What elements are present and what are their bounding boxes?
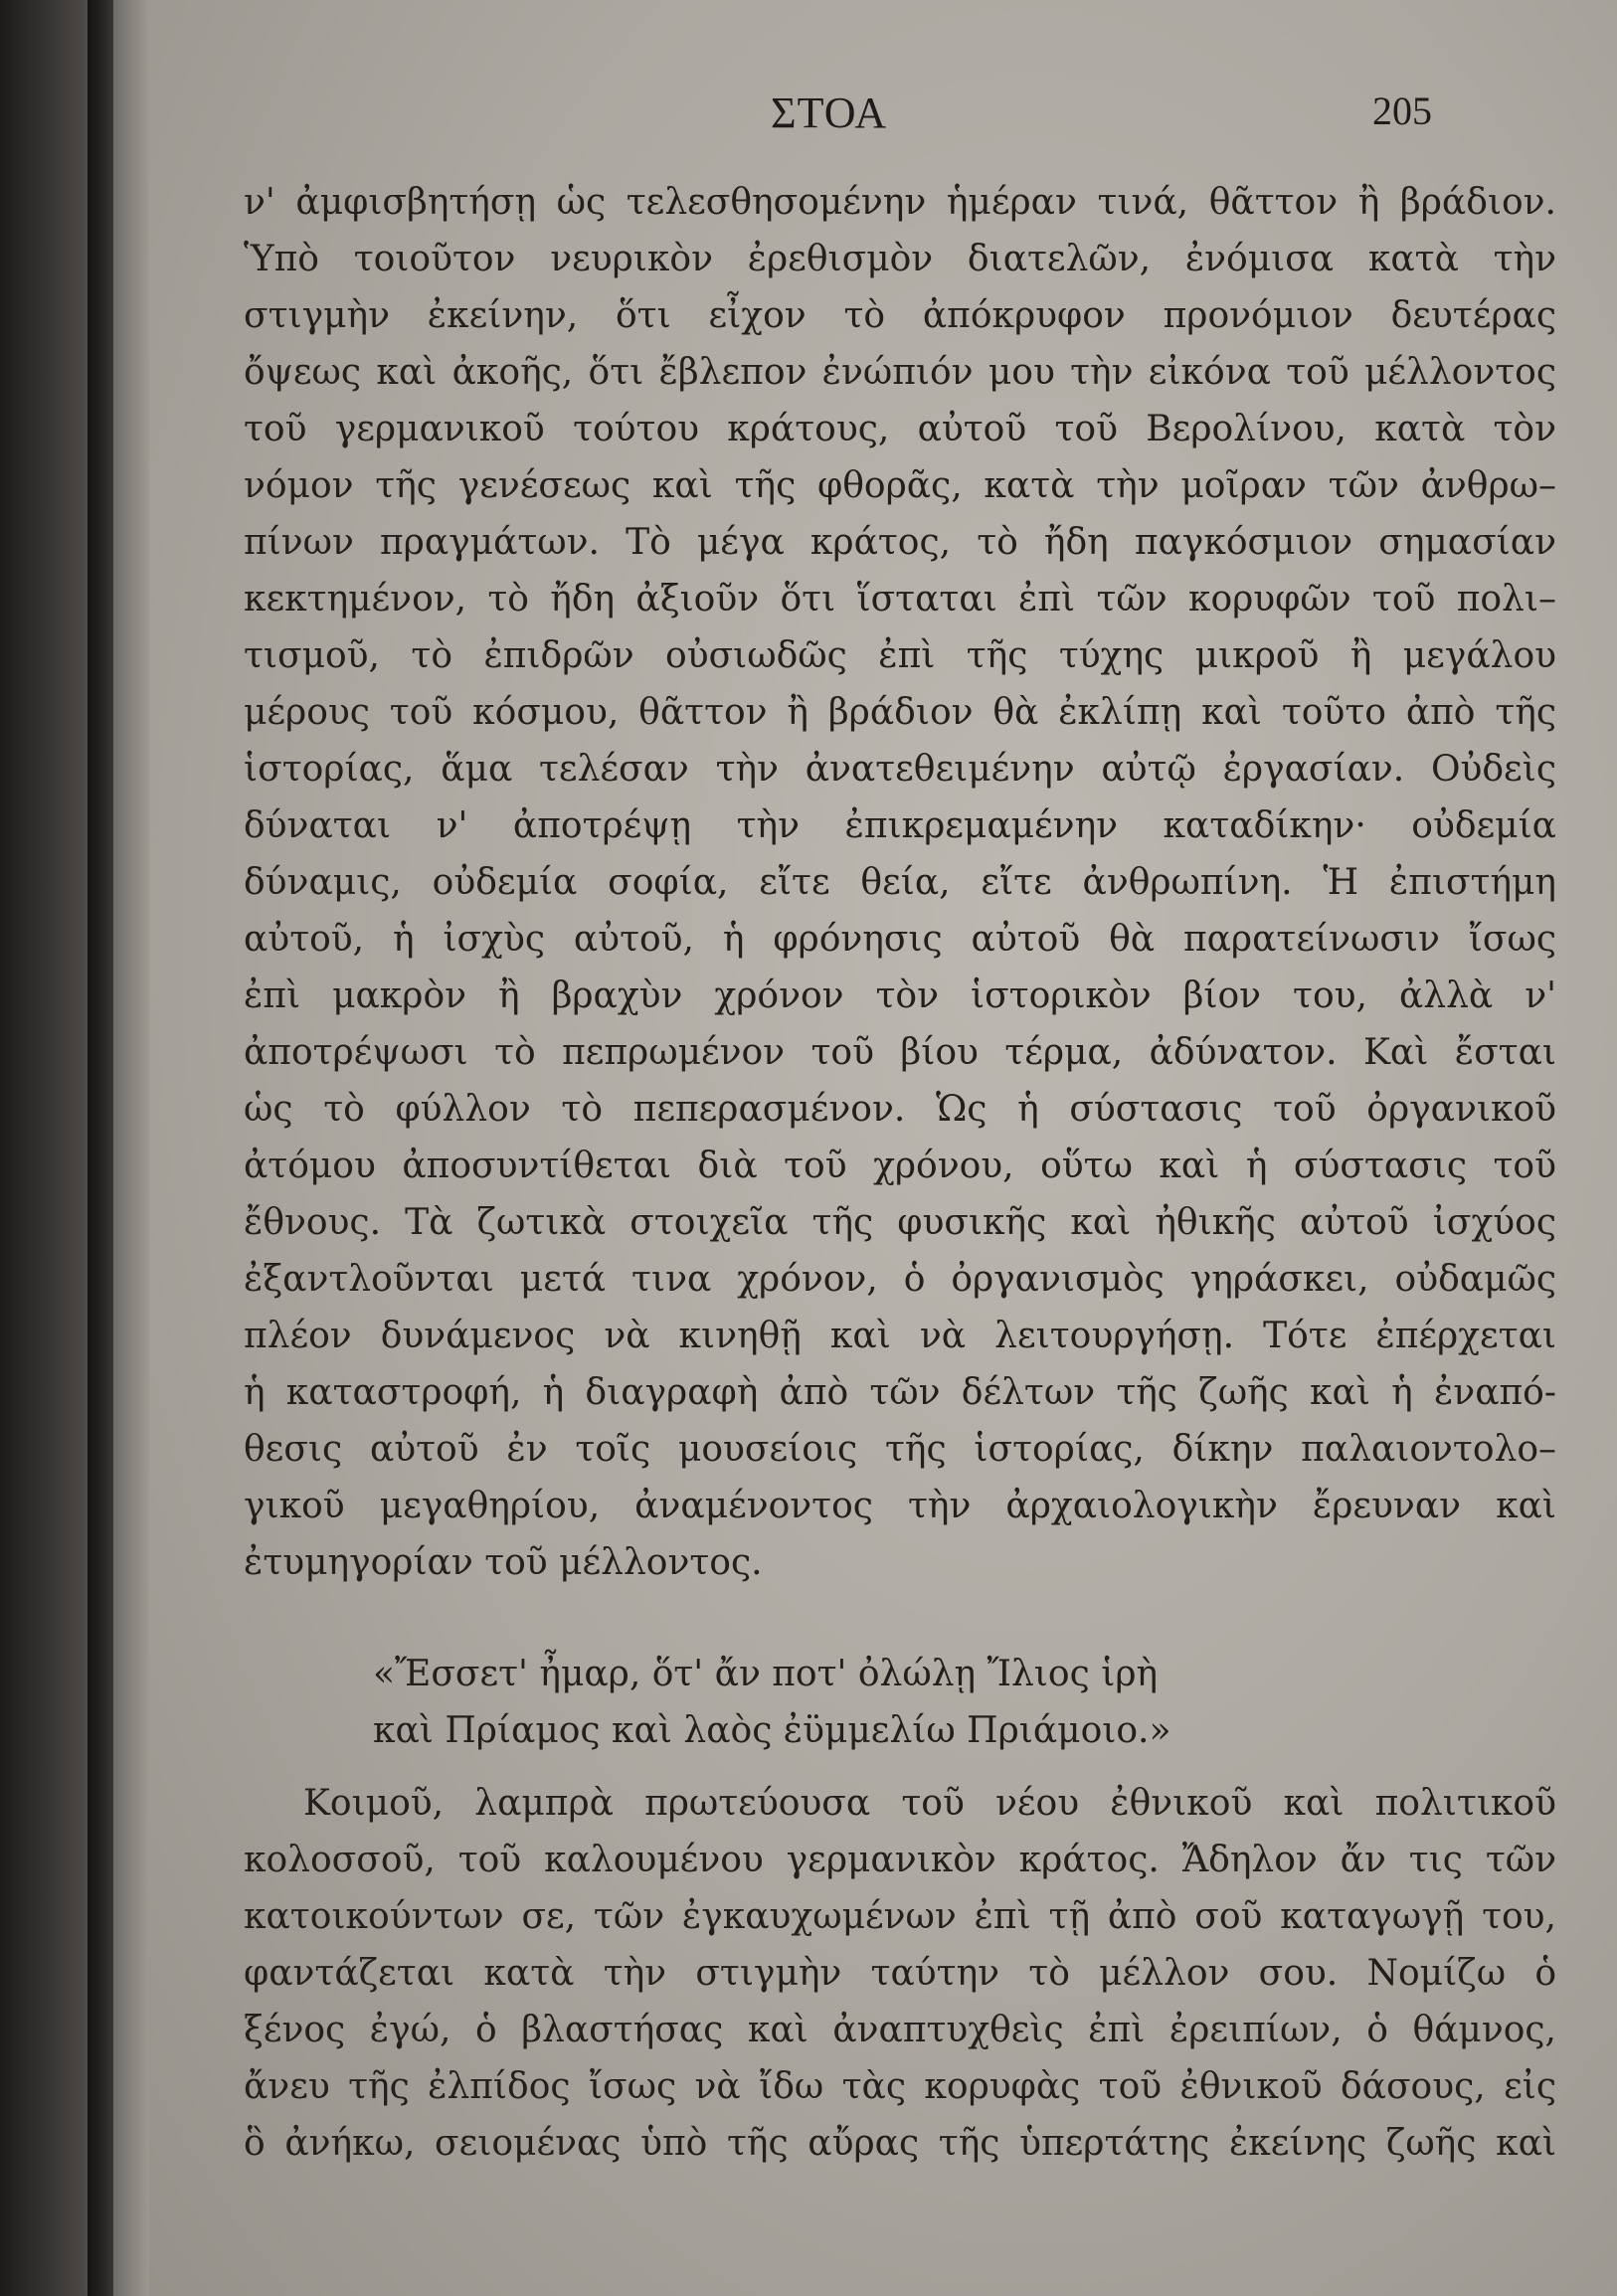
- verse-quote: [373, 1646, 1387, 1759]
- text-line: Κοιμοῦ, λαμπρὰ πρωτεύουσα τοῦ νέου ἐθνικοῦ καὶ πολιτικοῦ: [303, 1783, 1556, 1824]
- running-head: [149, 88, 1617, 147]
- text-line: κολοσσοῦ, τοῦ καλουμένου γερμανικὸν κράτος. Ἄδηλον ἄν τις τῶν: [244, 1840, 1556, 1880]
- text-line: νόμον τῆς γενέσεως καὶ τῆς φθορᾶς, κατὰ τὴν μοῖραν τῶν ἀνθρω–: [244, 465, 1556, 506]
- text-line: κεκτημένον, τὸ ἤδη ἀξιοῦν ὅτι ἵσταται ἐπὶ τῶν κορυφῶν τοῦ πολι–: [244, 579, 1556, 619]
- text-line: ὡς τὸ φύλλον τὸ πεπερασμένον. Ὡς ἡ σύστασις τοῦ ὀργανικοῦ: [244, 1089, 1556, 1130]
- text-line: ἐπὶ μακρὸν ἢ βραχὺν χρόνον τὸν ἱστορικὸν βίον του, ἀλλὰ ν': [244, 975, 1556, 1016]
- text-line: ἱστορίας, ἅμα τελέσαν τὴν ἀνατεθειμένην αὐτῷ ἐργασίαν. Οὐδεὶς: [244, 749, 1556, 790]
- text-line: πίνων πραγμάτων. Τὸ μέγα κράτος, τὸ ἤδη παγκόσμιον σημασίαν: [244, 522, 1556, 563]
- book-page: [149, 0, 1617, 2296]
- text-line: ξένος ἐγώ, ὁ βλαστήσας καὶ ἀναπτυχθεὶς ἐπὶ ἐρειπίων, ὁ θάμνος,: [244, 2010, 1556, 2050]
- text-line: μέρους τοῦ κόσμου, θᾶττον ἢ βράδιον θὰ ἐκλίπῃ καὶ τοῦτο ἀπὸ τῆς: [244, 692, 1556, 733]
- text-line: στιγμὴν ἐκείνην, ὅτι εἶχον τὸ ἀπόκρυφον προνόμιον δευτέρας: [244, 295, 1556, 336]
- page-title: ΣΤΟΑ: [771, 88, 888, 137]
- text-line: ἄνευ τῆς ἐλπίδος ἴσως νὰ ἴδω τὰς κορυφὰς τοῦ ἐθνικοῦ δάσους, εἰς: [244, 2066, 1556, 2107]
- text-line: τισμοῦ, τὸ ἐπιδρῶν οὐσιωδῶς ἐπὶ τῆς τύχης μικροῦ ἢ μεγάλου: [244, 635, 1556, 676]
- text-line: ἔθνους. Τὰ ζωτικὰ στοιχεῖα τῆς φυσικῆς καὶ ἠθικῆς αὐτοῦ ἰσχύος: [244, 1202, 1556, 1243]
- text-line: δύναται ν' ἀποτρέψῃ τὴν ἐπικρεμαμένην καταδίκην· οὐδεμία: [244, 805, 1556, 846]
- paragraph-1: [244, 174, 1556, 1591]
- text-line: γικοῦ μεγαθηρίου, ἀναμένοντος τὴν ἀρχαιολογικὴν ἔρευναν καὶ: [244, 1486, 1556, 1526]
- paragraph-2: [244, 1775, 1556, 2172]
- text-line: αὐτοῦ, ἡ ἰσχὺς αὐτοῦ, ἡ φρόνησις αὐτοῦ θὰ παρατείνωσιν ἴσως: [244, 919, 1556, 960]
- text-line: φαντάζεται κατὰ τὴν στιγμὴν ταύτην τὸ μέλλον σου. Νομίζω ὁ: [244, 1953, 1556, 1994]
- text-line: Ὑπὸ τοιοῦτον νευρικὸν ἐρεθισμὸν διατελῶν, ἐνόμισα κατὰ τὴν: [244, 239, 1556, 279]
- book-spine: [0, 0, 149, 2296]
- text-line: ὄψεως καὶ ἀκοῆς, ὅτι ἔβλεπον ἐνώπιόν μου τὴν εἰκόνα τοῦ μέλλοντος: [244, 352, 1556, 393]
- text-line: ἐξαντλοῦνται μετά τινα χρόνον, ὁ ὀργανισμὸς γηράσκει, οὐδαμῶς: [244, 1259, 1556, 1300]
- text-line: ἐτυμηγορίαν τοῦ μέλλοντος.: [244, 1542, 763, 1583]
- text-line: θεσις αὐτοῦ ἐν τοῖς μουσείοις τῆς ἱστορίας, δίκην παλαιοντολο–: [244, 1429, 1556, 1470]
- text-line: κατοικούντων σε, τῶν ἐγκαυχωμένων ἐπὶ τῇ ἀπὸ σοῦ καταγωγῇ του,: [244, 1896, 1556, 1937]
- text-line: δύναμις, οὐδεμία σοφία, εἴτε θεία, εἴτε ἀνθρωπίνη. Ἡ ἐπιστήμη: [244, 862, 1556, 903]
- text-line: ὃ ἀνήκω, σειομένας ὑπὸ τῆς αὔρας τῆς ὑπερτάτης ἐκείνης ζωῆς καὶ: [244, 2123, 1556, 2164]
- text-line: πλέον δυνάμενος νὰ κινηθῇ καὶ νὰ λειτουργήσῃ. Τότε ἐπέρχεται: [244, 1316, 1556, 1356]
- gutter-shadow: [88, 0, 113, 2296]
- text-line: ν' ἀμφισβητήσῃ ὡς τελεσθησομένην ἡμέραν τινά, θᾶττον ἢ βράδιον.: [244, 182, 1556, 223]
- text-line: ἀτόμου ἀποσυντίθεται διὰ τοῦ χρόνου, οὕτω καὶ ἡ σύστασις τοῦ: [244, 1146, 1556, 1186]
- quote-line: καὶ Πρίαμος καὶ λαὸς ἐϋμμελίω Πριάμοιο.»: [373, 1710, 1171, 1751]
- text-line: τοῦ γερμανικοῦ τούτου κράτους, αὐτοῦ τοῦ Βερολίνου, κατὰ τὸν: [244, 409, 1556, 449]
- page-number: 205: [1372, 88, 1432, 133]
- text-line: ἡ καταστροφή, ἡ διαγραφὴ ἀπὸ τῶν δέλτων τῆς ζωῆς καὶ ἡ ἐναπό-: [244, 1372, 1556, 1413]
- quote-line: «Ἔσσετ' ἦμαρ, ὅτ' ἄν ποτ' ὀλώλῃ Ἴλιος ἱρὴ: [373, 1654, 1159, 1694]
- text-line: ἀποτρέψωσι τὸ πεπρωμένον τοῦ βίου τέρμα, ἀδύνατον. Καὶ ἔσται: [244, 1032, 1556, 1073]
